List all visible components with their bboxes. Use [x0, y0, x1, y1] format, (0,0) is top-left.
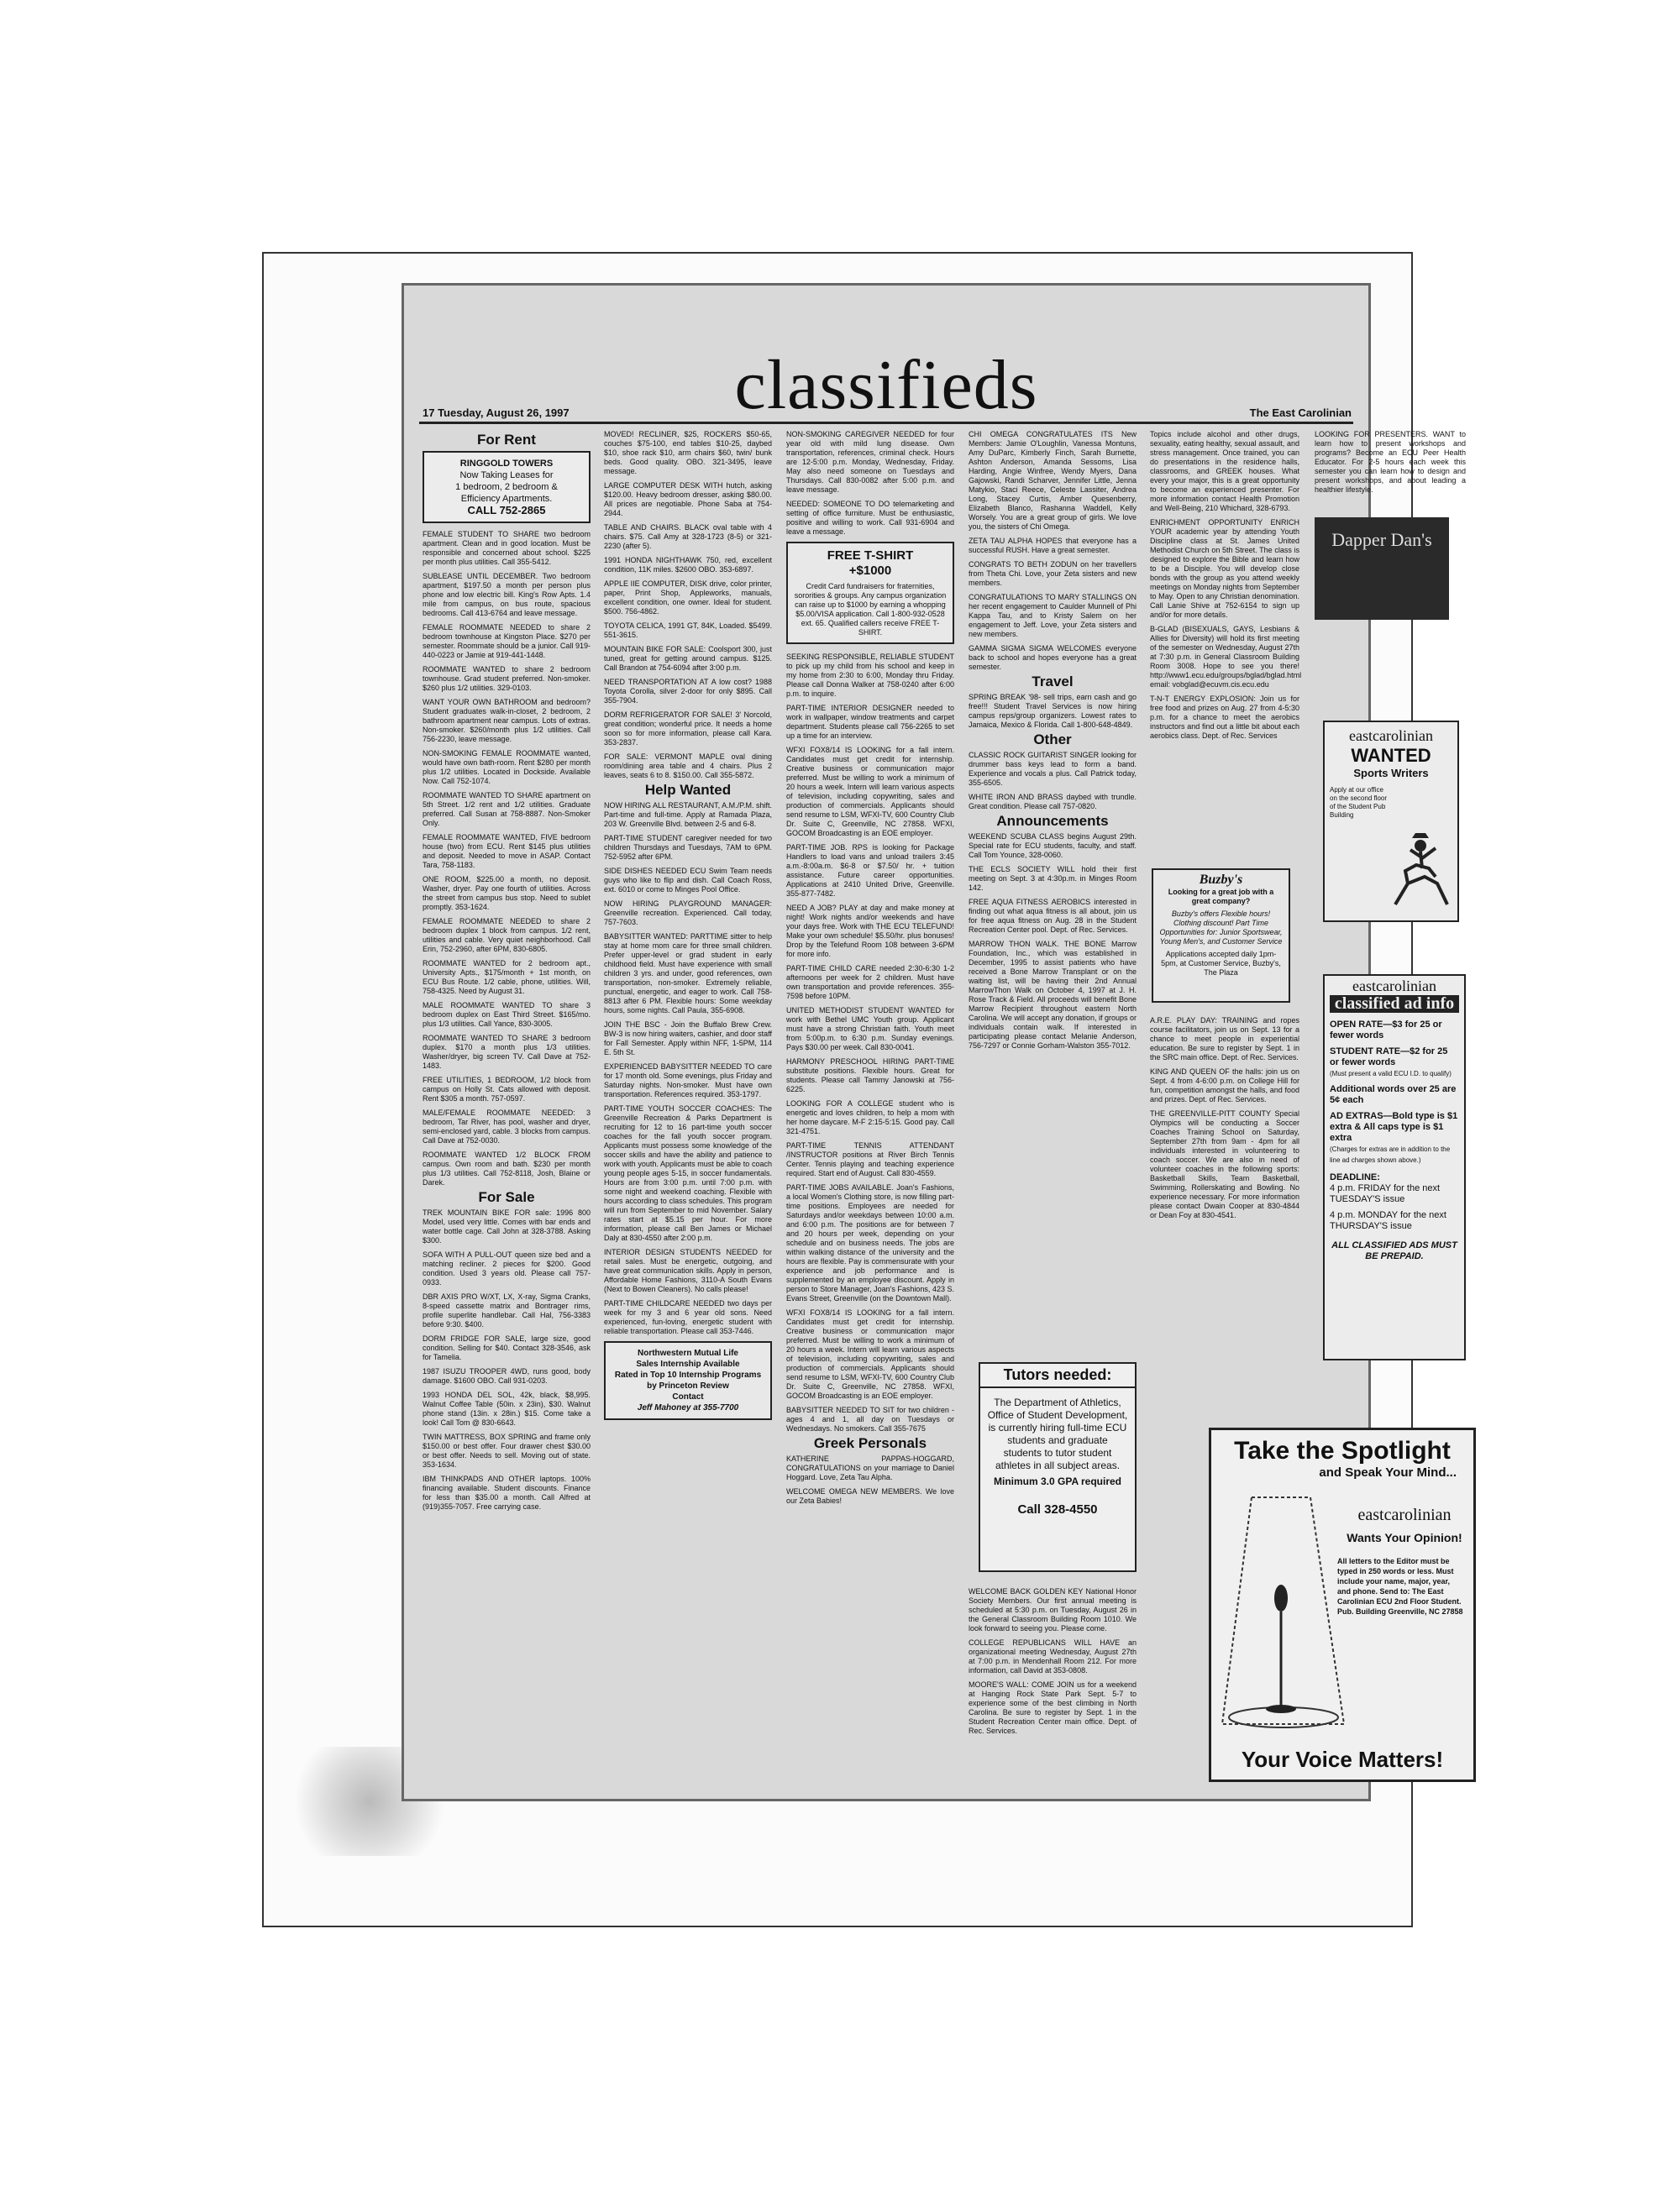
classified-ad: DORM FRIDGE FOR SALE, large size, good condition. Selling for $40. Contact 328-3546, ask for Tamelia.	[423, 1334, 591, 1361]
classified-ad: MOVED! RECLINER, $25, ROCKERS $50-65, couches $75-100, end tables $10-25, daybed $10, shoe rack $10, arm chairs $60, twin/ bunk beds. Good quality. OBO. 321-3495, leave message.	[604, 430, 772, 475]
free-tshirt-ad	[786, 542, 954, 644]
classified-ad: WELCOME BACK GOLDEN KEY National Honor Society Members. Our first annual meeting is scheduled at 5:30 p.m. on Tuesday, August 26 in the General Classroom Building Room 1010. We look forward to seeing you. Please come.	[969, 1587, 1137, 1633]
brand-logo: eastcarolinian	[1352, 978, 1436, 994]
open-rate: OPEN RATE—$3 for 25 or fewer words	[1330, 1020, 1442, 1040]
classified-ad: TOYOTA CELICA, 1991 GT, 84K, Loaded. $5499. 551-3615.	[604, 621, 772, 639]
classified-ad: FEMALE STUDENT TO SHARE two bedroom apartment. Clean and in good location. Must be responsible and concerned about school. $225 per month plus utilities. Call 355-5412.	[423, 530, 591, 566]
classified-ad: A.R.E. PLAY DAY: TRAINING and ropes course facilitators, join us on Sept. 13 for a chance to meet people in experiential education. Be sure to register by Sept. 1 in the SRC main office. Dept. of Rec. Services.	[1150, 1016, 1299, 1061]
classified-ad: NEED A JOB? PLAY at day and make money at night! Work nights and/or weekends and have your days free. Work with THE ECU TELEFUND! Make your own schedule! $5.50/hr. plus bonuses! Drop by the Telefund Room 108 between 3-6PM for more info.	[786, 904, 954, 958]
ad-tagline: Wants Your Opinion!	[1347, 1531, 1462, 1544]
classified-ad: NOW HIRING ALL RESTAURANT, A.M./P.M. shift. Part-time and full-time. Apply at Ramada Plaza, 203 W. Greenville Blvd. between 2-5 and 6-8.	[604, 801, 772, 828]
ad-extras-note: (Charges for extras are in addition to the line ad charges shown above.)	[1330, 1145, 1451, 1164]
classified-ad: MALE/FEMALE ROOMMATE NEEDED: 3 bedroom, Tar River, has pool, washer and dryer, semi-enclosed yard, cable. 3 blocks from campus. Call Dave at 752-0030.	[423, 1109, 591, 1145]
classified-ad: SEEKING RESPONSIBLE, RELIABLE STUDENT to pick up my child from his school and keep in my home from 2:30 to 6:00, Monday thru Friday. Please call Donna Walker at 758-0240 after 6:00 p.m. to inquire.	[786, 653, 954, 698]
rodeo-rider-illustration	[1387, 825, 1454, 917]
classified-ad: NOW HIRING PLAYGROUND MANAGER: Greenville recreation. Experienced. Call today, 757-7603.	[604, 899, 772, 926]
classified-ad: BABYSITTER WANTED: PARTTIME sitter to help stay at home mom care for three small children. Prefer upper-level or grad student in early childhood field. Must have experience with small children 3 yrs. and under, good references, own transportation, non-smoker. Extremely reliable, punctual, energetic, and eager to work. Call 758-8813 after 6 PM. Flexible hours: Some weekday hours, some nights. Call Paula, 355-6908.	[604, 932, 772, 1014]
classified-ad: 1991 HONDA NIGHTHAWK 750, red, excellent condition, 11K miles. $2600 OBO. 353-6897.	[604, 556, 772, 574]
dapper-dans-ad	[1315, 517, 1449, 620]
classified-ad: JOIN THE BSC - Join the Buffalo Brew Crew. BW-3 is now hiring waiters, cashier, and door staff for Fall Semester. Apply within NFF, 1-5PM, 114 E. 5th St.	[604, 1020, 772, 1056]
deadline-tuesday: 4 p.m. FRIDAY for the next TUESDAY'S issue	[1330, 1183, 1441, 1204]
ad-body: Buzby's offers Flexible hours! Clothing discount! Part Time Opportunities for: Junior Sportswear, Young Men's, and Customer Service	[1159, 909, 1283, 946]
classified-ad: PART-TIME JOBS AVAILABLE. Joan's Fashions, a local Women's Clothing store, is now filling part-time positions. Employees are needed for Saturdays and/or weekdays between 10:00 a.m. and 6:00 p.m. The positions are for between 7 and 20 hours per week, depending on your schedule and on business needs. The jobs are within walking distance of the university and the hours are flexible. Pay is commensurate with your experience and job performance and is supplemented by an employee discount. Apply in person to Store Manager, Joan's Fashions, 423 S. Evans Street, Greenville (on the Downtown Mall).	[786, 1183, 954, 1303]
classified-ad: ROOMMATE WANTED to share 2 bedroom townhouse. Grad student preferred. Non-smoker. $260 plus 1/2 utilities. 329-0103.	[423, 665, 591, 692]
classified-ad: LOOKING FOR PRESENTERS. WANT to learn how to present workshops and programs? Become an ECU Peer Health Educator. For 2-5 hours each week this semester you can learn how to design and present workshops, and about leading a healthier lifestyle.	[1315, 430, 1466, 494]
column-for-rent	[423, 430, 591, 1774]
classified-ad-info-box	[1323, 974, 1466, 1360]
ad-headline: WANTED	[1351, 745, 1431, 766]
masthead	[404, 286, 1368, 424]
classified-ad: DORM REFRIGERATOR FOR SALE! 3' Norcold, great condition; wonderful price. It needs a home soon so for more information, please call Kara. 353-2837.	[604, 710, 772, 747]
classified-ad: ROOMMATE WANTED TO SHARE 3 bedroom duplex. $170 a month plus 1/3 utilities. Washer/dryer, big screen TV. Call Dave at 752-1483.	[423, 1034, 591, 1070]
column-help-wanted-continued	[786, 430, 954, 1774]
classified-ad: COLLEGE REPUBLICANS WILL HAVE an organizational meeting Wednesday, August 27th at 7:00 p.m. in Mendenhall Room 212. For more information, call David at 353-0808.	[969, 1638, 1137, 1675]
classified-ad: NEEDED: SOMEONE TO DO telemarketing and setting of office furniture. Must be enthusiastic, positive and willing to work. Call 931-6904 and leave a message.	[786, 500, 954, 536]
ad-body: Apply at our office on the second floor of the Student Pub Building	[1330, 786, 1388, 819]
classified-ad: MALE ROOMMATE WANTED TO share 3 bedroom duplex on East Third Street. $165/mo. plus 1/3 utilities. Call Yance, 830-3005.	[423, 1001, 591, 1028]
section-heading-for-rent: For Rent	[477, 432, 536, 448]
ad-phone: Call 328-4550	[1017, 1502, 1098, 1517]
ad-line: RINGGOLD TOWERS	[459, 459, 554, 469]
classified-ad: PART-TIME TENNIS ATTENDANT /INSTRUCTOR positions at River Birch Tennis Center. Tennis playing and teaching experience required. Start end of August. Call 830-4559.	[786, 1141, 954, 1177]
classified-ad: FOR SALE: VERMONT MAPLE oval dining room/dining area table and 4 chairs. Plus 2 leaves, seats 6 to 8. $150.00. Call 355-5872.	[604, 752, 772, 779]
classified-ad: WANT YOUR OWN BATHROOM and bedroom? Student graduates walk-in-closet, 2 bedroom, 2 bathroom apartment near campus. Lots of extras. Non-smoker. $260/month plus 1/2 utilities. Call 756-2230, leave message.	[423, 698, 591, 743]
column-announcements-bottom	[969, 1587, 1137, 1789]
presenters-ad	[1315, 430, 1466, 514]
classified-ad: LOOKING FOR A COLLEGE student who is energetic and loves children, to help a mom with her home daycare. M-F 2:15-5:15. Good pay. Call 321-4751.	[786, 1099, 954, 1135]
ad-line: Sales Internship Available	[636, 1360, 740, 1369]
classified-ad: ROOMMATE WANTED for 2 bedroom apt., University Apts., $175/month + 1st month, on ECU Bus Route. 1/2 cable, phone, utilities. Will, 758-4325. Need by August 31.	[423, 959, 591, 995]
dapper-dans-logo: Dapper Dan's	[1331, 529, 1432, 550]
ad-line: Northwestern Mutual Life	[637, 1349, 738, 1358]
classified-ad: THE GREENVILLE-PITT COUNTY Special Olympics will be conducting a Soccer Coaches Training School on Saturday, September 27th from 9am - 4pm for all individuals interested in volunteering to coach soccer. We are also in need of volunteer coaches in the following sports: Basketball Skills, Team Basketball, Swimming, Rollerskating and Bowling. No experience necessary. For more information please contact Dwain Cooper at 830-4844 or Dean Foy at 830-4541.	[1150, 1109, 1299, 1219]
classified-ad: PART-TIME INTERIOR DESIGNER needed to work in wallpaper, window treatments and carpet department. Students please call 756-2265 to set up a time for an interview.	[786, 704, 954, 740]
classified-ad: EXPERIENCED BABYSITTER NEEDED TO care for 17 month old. Some evenings, plus Friday and Saturday nights. Non-smoker. Must have own transportation. References required. 353-1797.	[604, 1062, 772, 1098]
publication-name: The East Carolinian	[1249, 406, 1352, 419]
classified-ad: ROOMMATE WANTED TO SHARE apartment on 5th Street. 1/2 rent and 1/2 utilities. Graduate preferred. Call Susan at 758-8887. Non-Smoker Only.	[423, 791, 591, 827]
classified-ad: SUBLEASE UNTIL DECEMBER. Two bedroom apartment, $197.50 a month per person plus phone and low electric bill. King's Row Apts. 1.4 mile from campus, on bus route, spacious bedrooms. Call 413-6764 and leave message.	[423, 572, 591, 617]
classified-ad: SIDE DISHES NEEDED ECU Swim Team needs guys who like to flip and dish. Call Coach Ross, ext. 6010 or come to Minges Pool Office.	[604, 867, 772, 894]
classified-ad: CLASSIC ROCK GUITARIST SINGER looking for drummer bass keys lead to form a band. Experience and vocals a plus. Call Patrick today, 355-6505.	[969, 751, 1137, 787]
column-for-sale-help-wanted	[604, 430, 772, 1774]
classified-ad: 1987 ISUZU TROOPER 4WD, runs good, body damage. $1600 OBO. Call 931-0203.	[423, 1367, 591, 1385]
deadline-thursday: 4 p.m. MONDAY for the next THURSDAY'S issue	[1330, 1210, 1446, 1231]
section-heading-for-sale: For Sale	[478, 1189, 535, 1205]
classified-ad: APPLE IIE COMPUTER, DISK drive, color printer, paper, Print Shop, Appleworks, manuals, excellent condition, one owner. Ideal for student. $500. 756-4862.	[604, 579, 772, 616]
ad-phone: CALL 752-2865	[467, 504, 546, 516]
section-heading-other: Other	[1033, 731, 1072, 747]
student-rate: STUDENT RATE—$2 for 25 or fewer words	[1330, 1046, 1448, 1067]
ad-footer: Applications accepted daily 1pm-5pm, at Customer Service, Buzby's, The Plaza	[1161, 950, 1281, 977]
issue-date: 17 Tuesday, August 26, 1997	[423, 406, 570, 419]
classified-ad: MOUNTAIN BIKE FOR SALE: Coolsport 300, just tuned, great for getting around campus. $125. Call Brandon at 754-6094 after 3:00 p.m.	[604, 645, 772, 672]
brand-logo: eastcarolinian	[1349, 727, 1433, 744]
classified-ad: MOORE'S WALL: COME JOIN us for a weekend at Hanging Rock State Park Sept. 5-7 to experience some of the best climbing in North Carolina. Be sure to register by Sept. 1 in the Student Recreation Center main office. Dept. of Rec. Services.	[969, 1680, 1137, 1735]
prepaid-notice: ALL CLASSIFIED ADS MUST BE PREPAID.	[1331, 1240, 1457, 1261]
classified-ad: NEED TRANSPORTATION AT A low cost? 1988 Toyota Corolla, silver 2-door for only $895. Call 355-7904.	[604, 678, 772, 705]
ad-body: Credit Card fundraisers for fraternities, sororities & groups. Any campus organization can raise up to $1000 by earning a whopping $5.00/VISA application. Call 1-800-932-0528 ext. 65. Qualified callers receive FREE T-SHIRT.	[794, 582, 947, 637]
classified-ad: ONE ROOM, $225.00 a month, no deposit. Washer, dryer. Pay one fourth of utilities. Across the street from campus bus stop. Need to sublet promptly. 353-1624.	[423, 875, 591, 911]
info-title: classified ad info	[1330, 995, 1459, 1013]
classified-ad: NON-SMOKING CAREGIVER NEEDED for four year old with mild lung disease. Own transportation, references, criminal check. Hours are 12-5:00 p.m. Monday, Wednesday, Friday. May also need someone on Tuesdays and Thursdays. Call 830-0082 after 5:00 p.m. and leave message.	[786, 430, 954, 494]
ad-body: The Department of Athletics, Office of Student Development, is currently hiring full-time ECU students and graduate students to tutor student athletes in all subject areas.	[987, 1397, 1128, 1471]
classified-ad: WEEKEND SCUBA CLASS begins August 29th. Special rate for ECU students, faculty, and staff. Call Tom Younce, 328-0060.	[969, 832, 1137, 859]
classified-ad: THE ECLS SOCIETY WILL hold their first meeting on Sept. 3 at 4:30p.m. in Minges Room 142.	[969, 865, 1137, 892]
section-heading-greek-personals: Greek Personals	[813, 1435, 927, 1451]
ad-subheadline: Sports Writers	[1353, 767, 1429, 779]
ad-extras: AD EXTRAS—Bold type is $1 extra & All caps type is $1 extra	[1330, 1111, 1458, 1143]
classified-ad: CHI OMEGA CONGRATULATES ITS New Members: Jamie O'Loughlin, Vanessa Montuns, Amy DuParc, Kimberly Finch, Sarah Burnette, Ashton Anderson, Amanda Sessoms, Lisa Harding, Angie Winfree, Wendy Myers, Dana Gajowski, Randi Scharver, Jennifer Little, Jenna Matykio, Staci Reece, Celeste Lassiter, Andrea Long, Stacey Curtis, Amber Quesenberry, Elizabeth Blanco, Rashanna Waddell, Kelly Worsely. You are a great group of girls. We love you, the sisters of Chi Omega.	[969, 430, 1137, 531]
classified-ad: TREK MOUNTAIN BIKE FOR sale: 1996 800 Model, used very little. Comes with bar ends and water bottle cage. Call John at 328-3788. Asking $300.	[423, 1208, 591, 1245]
classified-ad: TABLE AND CHAIRS. BLACK oval table with 4 chairs. $75. Call Amy at 328-1723 (8-5) or 321-2230 (after 5).	[604, 523, 772, 550]
page-title: classifieds	[734, 346, 1038, 424]
classified-ad: Topics include alcohol and other drugs, sexuality, eating healthy, sexual assault, and stress management. Once trained, you can do presentations in the residence halls, classrooms, and GREEK houses. What every your major, this is a great opportunity to become an experienced presenter. For more information contact Health Promotion and Well-Being, 210 Whichard, 328-6793.	[1150, 430, 1299, 512]
ad-subheadline: and Speak Your Mind...	[1319, 1465, 1457, 1480]
ad-headline: FREE T-SHIRT	[827, 548, 914, 563]
classified-ad: IBM THINKPADS AND OTHER laptops. 100% financing available. Student discounts. Finance for less than $35.00 a month. Call Alfred at (919)355-7057. Free carrying case.	[423, 1475, 591, 1511]
ad-headline: Tutors needed:	[980, 1364, 1135, 1388]
ringgold-towers-ad	[423, 451, 591, 523]
column-announcements-right	[1150, 430, 1302, 867]
ad-body: All letters to the Editor must be typed in 250 words or less. Must include your name, major, year, and phone. Send to: The East Carolinian ECU 2nd Floor Student. Pub. Building Greenville, NC 27858	[1337, 1557, 1463, 1616]
column-personals-announcements	[969, 430, 1137, 1354]
classified-ad: FEMALE ROOMMATE NEEDED to share 2 bedroom townhouse at Kingston Place. $270 per semester. Roommate should be a junior. Call 919-440-0223 or Jamie at 919-441-1448.	[423, 623, 591, 659]
section-heading-help-wanted: Help Wanted	[644, 782, 732, 798]
classified-ad: PART-TIME STUDENT caregiver needed for two children Thursdays and Tuesdays, 7AM to 6PM. 752-5952 after 6PM.	[604, 834, 772, 861]
section-heading-announcements: Announcements	[996, 813, 1109, 829]
classified-ad: WFXI FOX8/14 IS LOOKING for a fall intern. Candidates must get credit for internship. Creative business or communication major preferred. Must be willing to work a minimum of 20 hours a week. Intern will learn various aspects of television, including copywriting, sales and production of commercials. Applicants should send resume to LSM, WFXI-TV, 600 Country Club Dr. Suite C, Greenville, NC 27858. WFXI, GOCOM Broadcasting is an EOE employer.	[786, 746, 954, 837]
masthead-rule	[419, 422, 1353, 424]
classified-ad: WHITE IRON AND BRASS daybed with trundle. Great condition. Please call 757-0820.	[969, 793, 1137, 810]
classified-ad: KING AND QUEEN OF the halls: join us on Sept. 4 from 4-6:00 p.m. on College Hill for fun, competition amongst the halls, and food and prizes. Dept. of Rec. Services.	[1150, 1067, 1299, 1103]
classified-ad: LARGE COMPUTER DESK WITH hutch, asking $120.00. Heavy bedroom dresser, asking $80.00. All prices are negotiable. Phone Saba at 754-2944.	[604, 481, 772, 517]
brand-logo: eastcarolinian	[1357, 1506, 1452, 1524]
classified-ad: TWIN MATTRESS, BOX SPRING and frame only $150.00 or best offer. Four drawer chest $30.00 or best offer. Needs to sell. Moving out of state. 353-1634.	[423, 1433, 591, 1469]
buzbys-ad	[1152, 868, 1290, 1003]
student-rate-note: (Must present a valid ECU I.D. to qualify)	[1330, 1070, 1452, 1077]
classified-ad: ENRICHMENT OPPORTUNITY ENRICH YOUR academic year by attending Youth Discipline class at St. James United Methodist Church on 5th Street. The class is designed to explore the Bible and learn how to be a Disciple. You will develop close bonds with the group as you attend weekly meetings on Monday nights from September to May. Open to any Christian denomination. Call Lanie Shive at 752-6154 to sign up and/or for more details.	[1150, 518, 1299, 619]
classified-ad: PART-TIME YOUTH SOCCER COACHES: The Greenville Recreation & Parks Department is recruiting for 12 to 16 part-time youth soccer coaches for the fall youth soccer program. Applicants must possess some knowledge of the soccer skills and have the ability and patience to work with youth. Applicants must be able to coach young people ages 5-15, in soccer fundamentals. Hours are from 3:00 p.m. until 7:00 p.m. with some night and weekend coaching. Flexible with hours according to class schedules. This program will run from September to mid November. Salary rates start at $5.15 per hour. For more information, please call Ben James or Michael Daly at 830-4550 after 2:00 p.m.	[604, 1104, 772, 1242]
classified-ad: PART-TIME CHILDCARE NEEDED two days per week for my 3 and 6 year old sons. Need experienced, fun-loving, energetic student with reliable transportation. Please call 353-7446.	[604, 1299, 772, 1335]
take-the-spotlight-ad	[1209, 1428, 1476, 1782]
classified-ad: SPRING BREAK '98- sell trips, earn cash and go free!!! Student Travel Services is now hiring campus reps/group organizers. Lowest rates to Jamaica, Mexico & Florida. Call 1-800-648-4849.	[969, 693, 1137, 729]
classified-ad: FEMALE ROOMMATE WANTED, FIVE bedroom house (two) from ECU. Rent $145 plus utilities and deposit. Needed to move in ASAP. Contact Tara, 758-1183.	[423, 833, 591, 869]
ad-line: Contact	[672, 1392, 704, 1402]
classified-ad: FEMALE ROOMMATE NEEDED to share 2 bedroom duplex 1 block from campus. 1/2 rent, utilities and cable. Very quiet neighborhood. Call Erin, 752-2960, after 6PM, 830-6805.	[423, 917, 591, 953]
tutors-needed-ad	[979, 1362, 1137, 1572]
classified-ad: PART-TIME CHILD CARE needed 2:30-6:30 1-2 afternoons per week for 2 children. Must have own transportation and provide references. 355-7598 before 10PM.	[786, 964, 954, 1000]
classified-ad: NON-SMOKING FEMALE ROOMMATE wanted, would have own bath-room. Rent $280 per month plus 1/2 utilities. Located in Dockside. Available Now. Call 752-1074.	[423, 749, 591, 785]
classified-ad: GAMMA SIGMA SIGMA WELCOMES everyone back to school and hopes everyone has a great semester.	[969, 644, 1137, 671]
classified-ad: 1993 HONDA DEL SOL, 42k, black, $8,995. Walnut Coffee Table (50in. x 23in), $30. Walnut phone stand (13in. x 28in.) $15. Come take a look! Call Tom @ 830-6643.	[423, 1391, 591, 1427]
newspaper-page	[402, 283, 1466, 1801]
ad-line: Now Taking Leases for	[459, 470, 554, 480]
classified-ad: SOFA WITH A PULL-OUT queen size bed and a matching recliner. 2 pieces for $200. Good condition. Used 3 years old. Please call 757-0933.	[423, 1250, 591, 1287]
classified-ad: DBR AXIS PRO W/XT, LX, X-ray, Sigma Cranks, 8-speed cassette matrix and Bontrager rims, profile superlite handlebar. Call Hal, 756-3383 before 9:30. $400.	[423, 1292, 591, 1329]
classified-ad: WFXI FOX8/14 IS LOOKING for a fall intern. Candidates must get credit for internship. Creative business or communication major preferred. Must be willing to work a minimum of 20 hours a week. Intern will learn various aspects of television, including copywriting, sales and production of commercials. Applicants should send resume to LSM, WFXI-TV, 600 Country Club Dr. Suite C, Greenville, NC 27858. WFXI, GOCOM Broadcasting is an EOE employer.	[786, 1308, 954, 1400]
ad-headline: +$1000	[848, 563, 892, 578]
classified-ad: ROOMMATE WANTED 1/2 BLOCK FROM campus. Own room and bath. $230 per month plus 1/3 utilities. Call 752-8118, Josh, Blaine or Darek.	[423, 1151, 591, 1187]
section-heading-travel: Travel	[1032, 674, 1074, 689]
classified-ad: CONGRATS TO BETH ZODUN on her travellers from Theta Chi. Love, your Zeta sisters and new members.	[969, 560, 1137, 587]
northwestern-mutual-ad	[604, 1341, 772, 1420]
ad-line: 1 bedroom, 2 bedroom &	[455, 482, 558, 492]
classified-ad: KATHERINE PAPPAS-HOGGARD, CONGRATULATIONS on your marriage to Daniel Hoggard. Love, Zeta Tau Alpha.	[786, 1455, 954, 1481]
ad-line: by Princeton Review	[647, 1381, 729, 1391]
ad-requirement: Minimum 3.0 GPA required	[993, 1476, 1122, 1487]
classified-ad: BABYSITTER NEEDED TO SIT for two children - ages 4 and 1, all day on Tuesdays or Wednesdays. No smokers. Call 355-7675	[786, 1406, 954, 1433]
additional-words: Additional words over 25 are 5¢ each	[1330, 1084, 1457, 1105]
ad-headline: Looking for a great job with a great company?	[1168, 888, 1274, 905]
classified-ad: CONGRATULATIONS TO MARY STALLINGS ON her recent engagement to Caulder Munnell of Phi Kappa Tau, and to Kristy Salem on her engagement to Jeff. Love, your Zeta sisters and new members.	[969, 593, 1137, 638]
classified-ad: INTERIOR DESIGN STUDENTS NEEDED for retail sales. Must be energetic, outgoing, and have great communication skills. Apply in person, Affordable Home Fashions, 3110-A South Evans (Next to Bowen Cleaners). No calls please!	[604, 1248, 772, 1293]
classified-ad: FREE AQUA FITNESS AEROBICS interested in finding out what aqua fitness is all about, join us for free aqua fitness on Aug. 28 in the Student Recreation Center pool. Dept. of Rec. Services.	[969, 898, 1137, 934]
classified-ad: MARROW THON WALK. THE BONE Marrow Foundation, Inc., which was established in December, 1995 to assist patients who have received a Bone Marrow Transplant or on the waiting list, will be having their 2nd Annual MarrowThon Walk on October 4, 1997 at J. H. Rose Track & Field. All proceeds will benefit Bone Marrow Recipient throughout eastern North Carolina. We will accept any donation, if groups or individuals contain walk. If interested in participating please contact Melanie Anderson, 756-7297 or Connie Gorham-Walston 355-7012.	[969, 940, 1137, 1050]
column-announcements-right-lower	[1150, 1016, 1299, 1402]
ad-line: Jeff Mahoney at 355-7700	[637, 1403, 739, 1413]
ad-footer: Your Voice Matters!	[1241, 1747, 1444, 1772]
ad-line: Efficiency Apartments.	[460, 494, 553, 504]
classified-ad: FREE UTILITIES, 1 BEDROOM, 1/2 block from campus on Holly St. Cats allowed with deposit. Rent $305 a month. 757-0597.	[423, 1076, 591, 1103]
deadline-heading: DEADLINE:	[1330, 1172, 1380, 1182]
classified-ad: PART-TIME JOB. RPS is looking for Package Handlers to load vans and unload trailers 3:45 a.m.-8:00a.m. $6-8 or $7.50/ hr. + tuition assistance. Future career opportunities. Applications at 2410 United Drive, Greenville. 355-877-7482.	[786, 843, 954, 898]
classified-ad: T-N-T ENERGY EXPLOSION: Join us for free food and prizes on Aug. 27 from 4-5:30 p.m. for a chance to meet the aerobics instructors and find out a little bit about each aerobics class. Dept. of Rec. Services	[1150, 695, 1299, 740]
ad-line: Rated in Top 10 Internship Programs	[614, 1371, 762, 1380]
classified-ad: ZETA TAU ALPHA HOPES that everyone has a successful RUSH. Have a great semester.	[969, 537, 1137, 554]
buzbys-logo: Buzby's	[1199, 873, 1243, 887]
classified-ad: WELCOME OMEGA NEW MEMBERS. We love our Zeta Babies!	[786, 1487, 954, 1505]
classified-ad: B-GLAD (BISEXUALS, GAYS, Lesbians & Allies for Diversity) will hold its first meeting of the semester on Wednesday, August 27th at 7:30 p.m. in General Classroom Building Room 3008. Hope to see you there! http://www1.ecu.edu/groups/bglad/bglad.html email: vobglad@ecuvm.cis.ecu.edu	[1150, 625, 1302, 689]
sports-writers-wanted-ad	[1323, 721, 1459, 922]
ad-headline: Take the Spotlight	[1234, 1437, 1451, 1465]
classified-ad: HARMONY PRESCHOOL HIRING PART-TIME substitute positions. Flexible hours. Great for students. Please call Tammy Janowski at 756-6225.	[786, 1057, 954, 1093]
classified-ad: UNITED METHODIST STUDENT WANTED for work with Bethel UMC Youth group. Applicant must have a strong Christian faith. Youth meet from 5:00p.m. to 6:30 p.m. Sunday evenings. Pays $30.00 per week. Call 830-0041.	[786, 1006, 954, 1051]
